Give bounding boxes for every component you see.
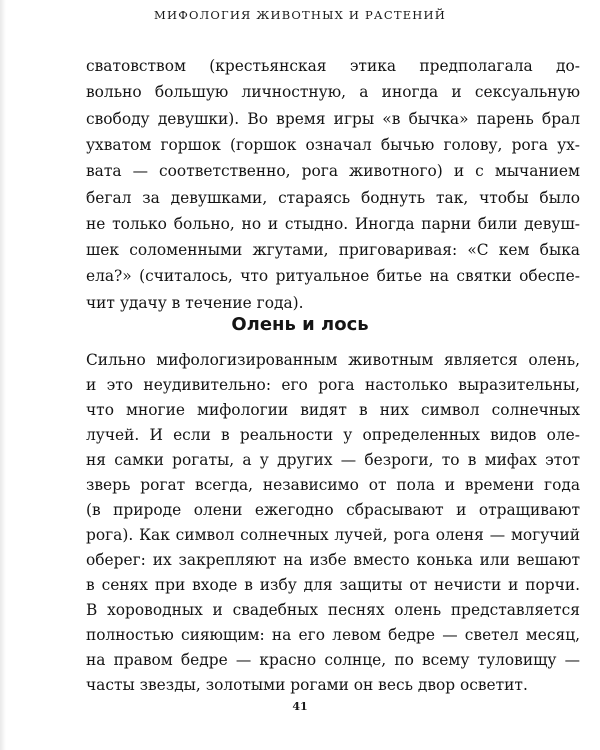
text-line: ела?» (считалось, что ритуальное битье на святки обеспе-	[86, 267, 580, 286]
text-line: на правом бедре — красно солнце, по всему туловищу —	[86, 651, 580, 669]
text-line: рога). Как символ солнечных лучей, рога оленя — могучий	[86, 526, 580, 544]
text-line: В хороводных и свадебных песнях олень представляется	[86, 601, 580, 619]
text-line: чит удачу в течение года).	[86, 293, 304, 312]
page-number: 41	[292, 700, 308, 713]
text-line: свободу девушки). Во время игры «в бычка» парень брал	[86, 109, 580, 128]
text-line: сватовством (крестьянская этика предполагала до-	[86, 57, 580, 75]
text-line: (в природе олени ежегодно сбрасывают и отращивают	[86, 501, 580, 519]
text-line: шек соломенными жгутами, приговаривая: «С кем быка	[86, 241, 580, 260]
text-line: Сильно мифологизированным животным является олень,	[86, 351, 580, 369]
running-head: МИФОЛОГИЯ ЖИВОТНЫХ И РАСТЕНИЙ	[154, 8, 446, 22]
text-line: ня самки рогаты, а у других — безроги, то в мифах этот	[86, 451, 580, 469]
text-line: ухватом горшок (горшок означал бычью голову, рога ух-	[86, 135, 580, 154]
section-heading: Олень и лось	[231, 314, 369, 335]
text-line: в сенях при входе в избу для защиты от нечисти и порчи.	[86, 576, 580, 594]
text-line: оберег: их закрепляют на избе вместо конька или вешают	[86, 551, 580, 569]
text-line: и это неудивительно: его рога настолько выразительны,	[86, 376, 580, 394]
text-line: часты звезды, золотыми рогами он весь двор осветит.	[86, 676, 528, 694]
text-line: бегал за девушками, стараясь боднуть так, чтобы было	[86, 188, 580, 207]
text-line: что многие мифологии видят в них символ солнечных	[86, 401, 580, 419]
text-line: вата — соответственно, рога животного) и с мычанием	[86, 162, 580, 181]
text-line: вольно большую личностную, а иногда и сексуальную	[86, 83, 580, 102]
text-line: полностью сияющим: на его левом бедре — светел месяц,	[86, 626, 580, 644]
text-line: лучей. И если в реальности у определенных видов оле-	[86, 426, 580, 444]
text-line: не только больно, но и стыдно. Иногда парни били девуш-	[86, 214, 580, 233]
text-line: зверь рогат всегда, независимо от пола и времени года	[86, 476, 580, 494]
gutter-shadow	[0, 0, 6, 750]
